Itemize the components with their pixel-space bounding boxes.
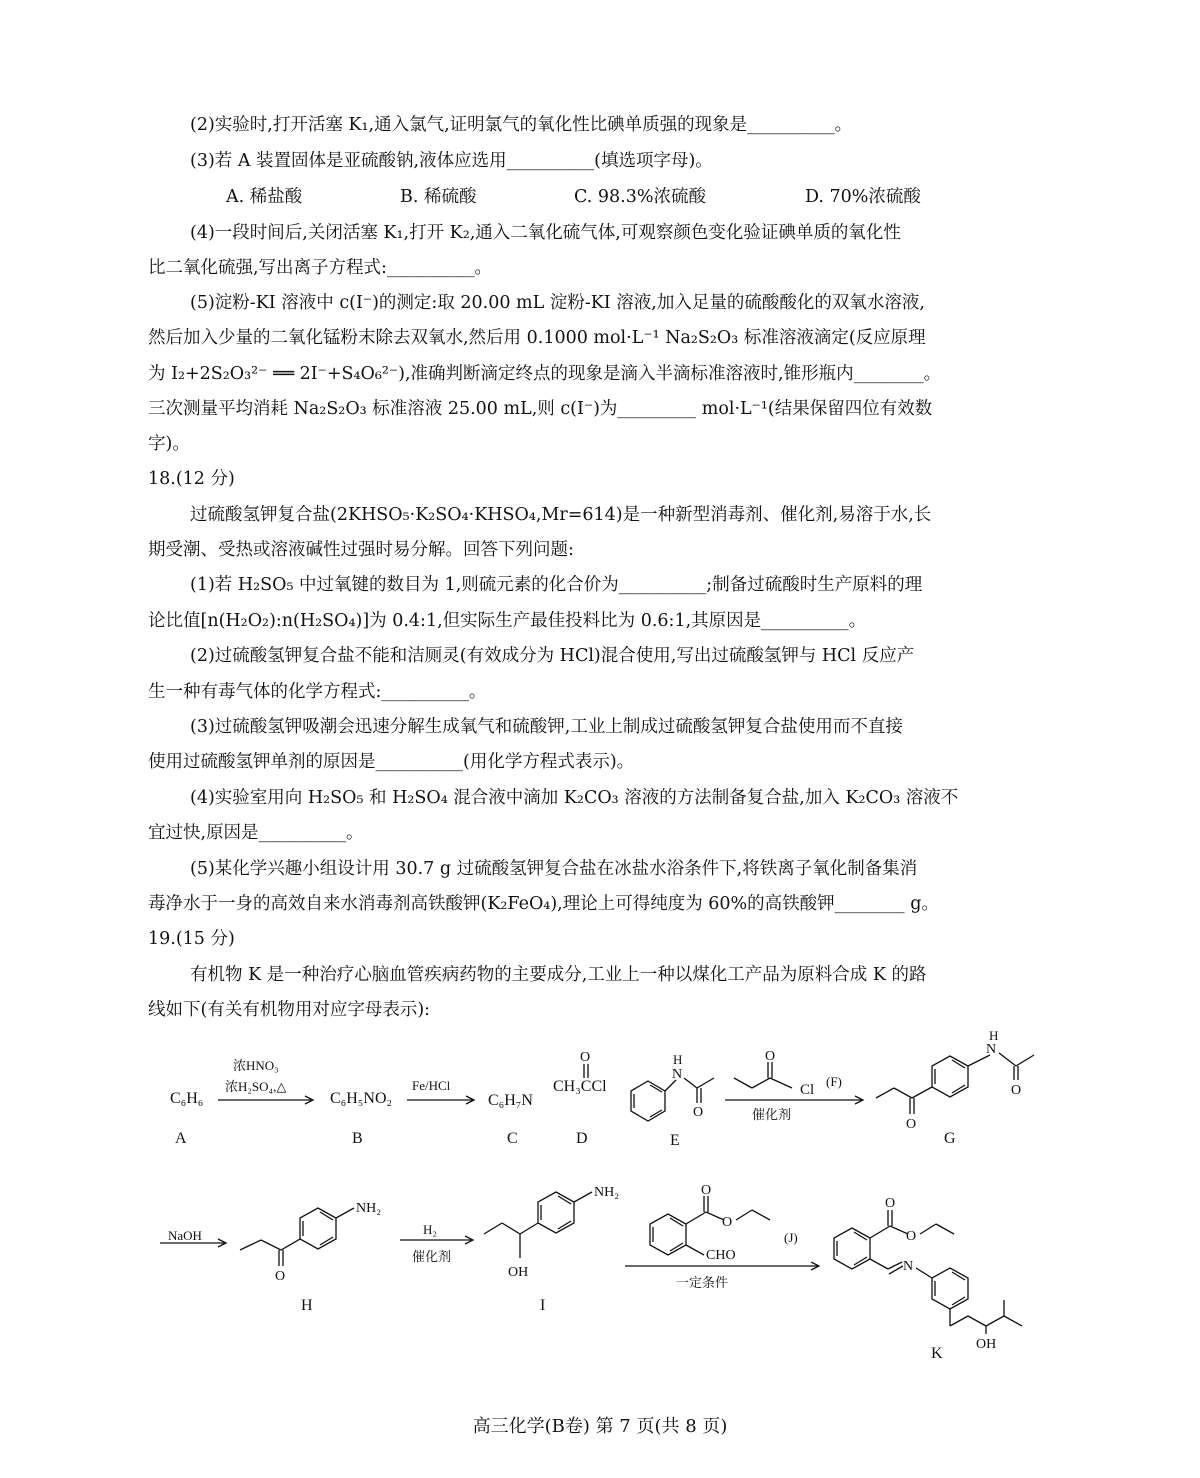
svg-text:H: H: [673, 1052, 683, 1067]
letter-a: A: [175, 1130, 187, 1147]
arrow-e-g: [725, 1096, 863, 1104]
svg-text:O: O: [906, 1117, 917, 1132]
svg-text:O: O: [580, 1050, 591, 1065]
arrow1-reagent-top: 浓HNO₃: [233, 1058, 279, 1073]
svg-text:N: N: [672, 1067, 683, 1082]
q18-p1-line2: 论比值[n(H₂O₂):n(H₂SO₄)]为 0.4:1,但实际生产最佳投料比为 0.6:1,其原因是__________。: [148, 611, 867, 631]
compound-d-carbonyl: [580, 1050, 590, 1078]
svg-text:Cl: Cl: [800, 1082, 815, 1098]
svg-text:O: O: [906, 1229, 917, 1244]
q18-header: 18.(12 分): [148, 469, 235, 489]
svg-text:NH₂: NH₂: [356, 1201, 382, 1216]
svg-text:OH: OH: [508, 1265, 529, 1280]
svg-text:CHO: CHO: [706, 1248, 736, 1263]
letter-b: B: [352, 1130, 363, 1147]
letter-c: C: [507, 1130, 518, 1147]
letter-d: D: [576, 1130, 588, 1147]
svg-text:O: O: [1011, 1083, 1022, 1098]
compound-e-structure: [631, 1052, 714, 1121]
arrow-b-c: [407, 1096, 474, 1104]
q17-p4-line1: (4)一段时间后,关闭活塞 K₁,打开 K₂,通入二氧化硫气体,可观察颜色变化验证碘单质的氧化性: [190, 223, 901, 243]
letter-e: E: [670, 1132, 680, 1149]
compound-d-formula: CH₃CCl: [553, 1078, 607, 1095]
reagent-j-structure: [650, 1183, 770, 1263]
compound-k-structure: [834, 1196, 1022, 1352]
q17-option-d: D. 70%浓硫酸: [805, 187, 921, 207]
q18-p1-line1: (1)若 H₂SO₅ 中过氧键的数目为 1,则硫元素的化合价为__________;制备过硫酸时生产原料的理: [190, 575, 923, 595]
arrow-g-h-reagent: NaOH: [168, 1228, 202, 1243]
q17-option-a: A. 稀盐酸: [226, 187, 303, 207]
q17-p5-line2: 然后加入少量的二氧化锰粉末除去双氧水,然后用 0.1000 mol·L⁻¹ Na₂S₂O₃ 标准溶液滴定(反应原理: [148, 328, 926, 348]
arrow-g-h: [160, 1239, 226, 1247]
compound-b-formula: C₆H₅NO₂: [330, 1090, 393, 1107]
q18-p3-line1: (3)过硫酸氢钾吸潮会迅速分解生成氧气和硫酸钾,工业上制成过硫酸氢钾复合盐使用而不直接: [190, 717, 903, 737]
q18-p4-line2: 宜过快,原因是__________。: [148, 823, 364, 843]
arrow-e-g-catalyst: 催化剂: [752, 1107, 792, 1122]
arrow-i-k: [625, 1262, 819, 1270]
q17-option-c: C. 98.3%浓硫酸: [574, 187, 706, 207]
q18-p4-line1: (4)实验室用向 H₂SO₅ 和 H₂SO₄ 混合液中滴加 K₂CO₃ 溶液的方法制备复合盐,加入 K₂CO₃ 溶液不: [190, 788, 959, 808]
q17-p5-line1: (5)淀粉-KI 溶液中 c(I⁻)的测定:取 20.00 mL 淀粉-KI 溶液,加入足量的硫酸酸化的双氧水溶液,: [190, 293, 925, 313]
q17-p5-line4: 三次测量平均消耗 Na₂S₂O₃ 标准溶液 25.00 mL,则 c(I⁻)为_________ mol·L⁻¹(结果保留四位有效数: [148, 399, 933, 419]
compound-a-formula: C₆H₆: [170, 1090, 204, 1107]
q17-p3: (3)若 A 装置固体是亚硫酸钠,液体应选用__________(填选项字母)。: [190, 151, 713, 171]
arrow-a-b: [218, 1096, 313, 1104]
svg-text:N: N: [903, 1259, 914, 1274]
svg-text:H: H: [989, 1028, 999, 1043]
svg-text:O: O: [701, 1183, 712, 1198]
arrow-h-i: [400, 1236, 473, 1244]
q18-intro-line1: 过硫酸氢钾复合盐(2KHSO₅·K₂SO₄·KHSO₄,Mr=614)是一种新型消毒剂、催化剂,易溶于水,长: [190, 505, 932, 525]
q19-intro-line1: 有机物 K 是一种治疗心脑血管疾病药物的主要成分,工业上一种以煤化工产品为原料合成 K 的路: [190, 965, 927, 985]
q17-p2: (2)实验时,打开活塞 K₁,通入氯气,证明氯气的氧化性比碘单质强的现象是__________。: [190, 115, 853, 135]
compound-h-structure: [240, 1201, 381, 1284]
compound-g-structure: [876, 1028, 1034, 1132]
arrow-i-k-condition: 一定条件: [676, 1275, 729, 1290]
arrow1-reagent-bottom: 浓H₂SO₄,△: [225, 1079, 287, 1094]
reagent-f-label: (F): [826, 1074, 842, 1089]
q19-header: 19.(15 分): [148, 929, 235, 949]
svg-text:O: O: [765, 1049, 776, 1064]
q18-p2-line2: 生一种有毒气体的化学方程式:__________。: [148, 682, 487, 702]
q17-p4-line2: 比二氧化硫强,写出离子方程式:__________。: [148, 258, 492, 278]
q17-p5-line5: 字)。: [148, 434, 190, 454]
svg-text:OH: OH: [976, 1337, 997, 1352]
q18-intro-line2: 期受潮、受热或溶液碱性过强时易分解。回答下列问题:: [148, 540, 574, 560]
letter-k: K: [931, 1345, 943, 1362]
arrow-h-i-reagent: H₂: [423, 1222, 437, 1237]
letter-i: I: [540, 1297, 546, 1314]
reagent-j-label: (J): [784, 1230, 798, 1245]
q18-p3-line2: 使用过硫酸氢钾单剂的原因是__________(用化学方程式表示)。: [148, 752, 635, 772]
compound-i-structure: [484, 1185, 619, 1280]
svg-text:O: O: [885, 1196, 896, 1211]
q17-option-b: B. 稀硫酸: [400, 187, 477, 207]
q18-p5-line2: 毒净水于一身的高效自来水消毒剂高铁酸钾(K₂FeO₄),理论上可得纯度为 60%的高铁酸钾________ g。: [148, 894, 939, 914]
svg-text:NH₂: NH₂: [594, 1185, 620, 1200]
q18-p2-line1: (2)过硫酸氢钾复合盐不能和洁厕灵(有效成分为 HCl)混合使用,写出过硫酸氢钾与 HCl 反应产: [190, 646, 915, 666]
arrow2-reagent: Fe/HCl: [412, 1078, 451, 1093]
q19-intro-line2: 线如下(有关有机物用对应字母表示):: [148, 1000, 431, 1020]
compound-c-formula: C₆H₇N: [488, 1092, 533, 1109]
svg-text:O: O: [722, 1215, 733, 1230]
svg-text:O: O: [275, 1269, 286, 1284]
letter-g: G: [944, 1130, 956, 1147]
svg-text:O: O: [693, 1105, 704, 1120]
letter-h: H: [301, 1297, 313, 1314]
q17-p5-line3: 为 I₂+2S₂O₃²⁻ ══ 2I⁻+S₄O₆²⁻),准确判断滴定终点的现象是滴入半滴标准溶液时,锥形瓶内________。: [148, 364, 942, 384]
q18-p5-line1: (5)某化学兴趣小组设计用 30.7 g 过硫酸氢钾复合盐在冰盐水浴条件下,将铁离子氧化制备集消: [190, 859, 918, 879]
svg-text:N: N: [986, 1042, 997, 1057]
arrow-h-i-catalyst: 催化剂: [412, 1249, 452, 1264]
reagent-f-structure: [734, 1049, 814, 1098]
page-footer: 高三化学(B卷) 第 7 页(共 8 页): [472, 1416, 728, 1437]
